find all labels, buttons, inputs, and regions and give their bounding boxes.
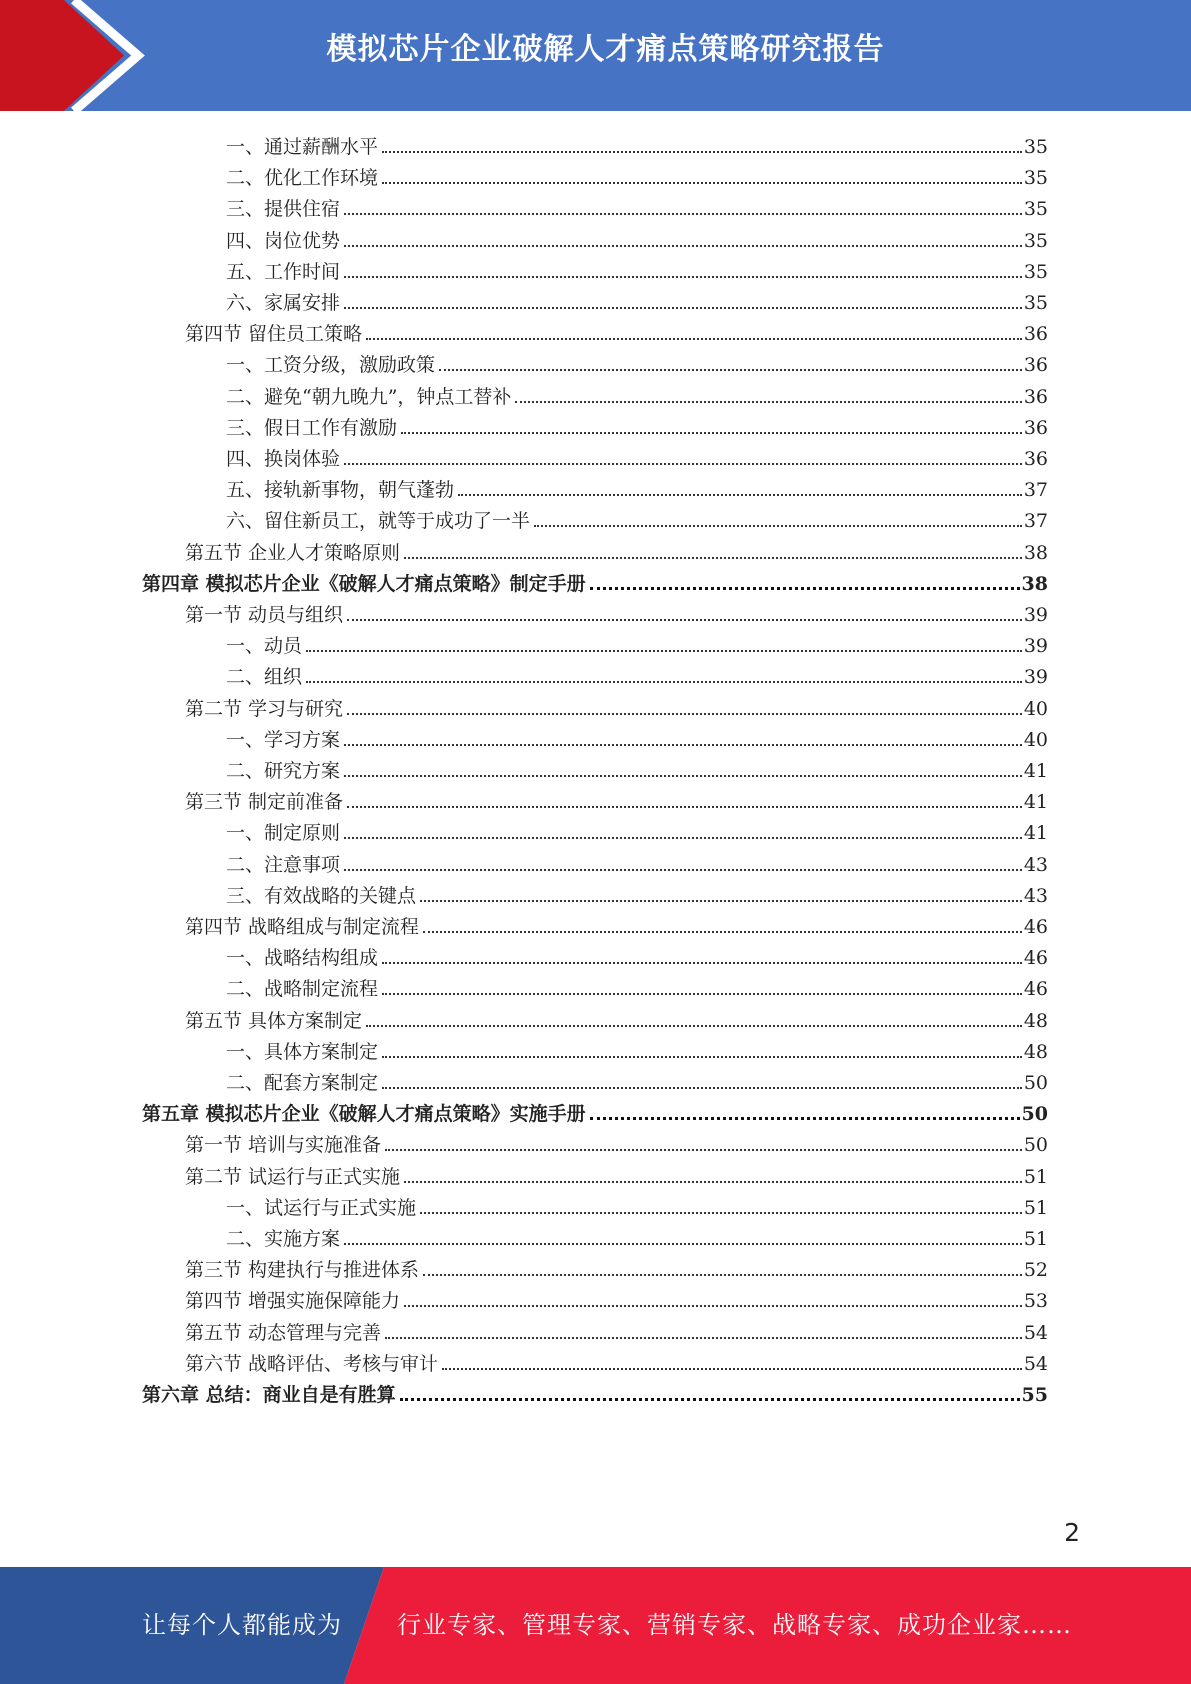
- toc-dot-leader: [344, 276, 1022, 278]
- toc-section-entry[interactable]: [185, 533, 1048, 564]
- toc-dot-leader: [344, 837, 1022, 839]
- toc-entry-label: 二、实施方案: [226, 1228, 341, 1250]
- toc-subsection-entry[interactable]: [226, 158, 1048, 189]
- toc-entry-label: 第四节 留住员工策略: [185, 323, 363, 346]
- toc-chapter-entry[interactable]: [142, 1094, 1048, 1125]
- toc-entry-page: 51: [1023, 1228, 1048, 1250]
- toc-dot-leader: [382, 962, 1022, 964]
- toc-entry-page: 37: [1023, 479, 1048, 502]
- toc-entry-label: 二、优化工作环境: [226, 167, 379, 190]
- toc-dot-leader: [404, 557, 1022, 559]
- toc-entry-label: 三、假日工作有激励: [226, 416, 398, 439]
- toc-entry-page: 51: [1023, 1196, 1048, 1219]
- toc-entry-page: 38: [1023, 541, 1048, 564]
- toc-entry-label: 第六节 战略评估、考核与审计: [185, 1352, 439, 1375]
- toc-entry-page: 39: [1023, 635, 1048, 658]
- toc-subsection-entry[interactable]: [226, 1219, 1048, 1250]
- toc-dot-leader: [366, 338, 1022, 340]
- toc-dot-leader: [344, 744, 1022, 746]
- toc-entry-label: 二、注意事项: [226, 853, 341, 876]
- toc-entry-page: 36: [1023, 448, 1048, 470]
- toc-dot-leader: [401, 432, 1022, 434]
- toc-entry-label: 第四节 战略组成与制定流程: [185, 916, 420, 938]
- toc-entry-label: 第四节 增强实施保障能力: [185, 1290, 401, 1313]
- toc-subsection-entry[interactable]: [226, 845, 1048, 876]
- toc-subsection-entry[interactable]: [226, 252, 1048, 283]
- toc-subsection-entry[interactable]: [226, 345, 1048, 376]
- toc-entry-page: 35: [1023, 229, 1048, 252]
- toc-dot-leader: [306, 650, 1022, 652]
- toc-dot-leader: [382, 993, 1022, 995]
- toc-section-entry[interactable]: [185, 689, 1048, 720]
- toc-entry-page: 35: [1023, 260, 1048, 283]
- toc-entry-label: 四、岗位优势: [226, 229, 341, 252]
- toc-entry-label: 三、提供住宿: [226, 198, 341, 221]
- toc-entry-page: 39: [1023, 604, 1048, 626]
- toc-entry-page: 50: [1023, 1134, 1048, 1157]
- toc-dot-leader: [458, 494, 1022, 496]
- toc-dot-leader: [385, 1149, 1022, 1151]
- toc-entry-page: 38: [1021, 572, 1048, 595]
- toc-entry-label: 第四章 模拟芯片企业《破解人才痛点策略》制定手册: [142, 572, 586, 595]
- toc-section-entry[interactable]: [185, 595, 1048, 626]
- toc-entry-page: 41: [1023, 760, 1048, 782]
- toc-entry-label: 第一节 动员与组织: [185, 604, 344, 626]
- toc-entry-page: 41: [1023, 791, 1048, 814]
- toc-section-entry[interactable]: [185, 1281, 1048, 1312]
- toc-entry-page: 35: [1023, 167, 1048, 190]
- toc-entry-page: 53: [1023, 1290, 1048, 1313]
- toc-subsection-entry[interactable]: [226, 189, 1048, 220]
- toc-entry-label: 第五节 企业人才策略原则: [185, 541, 401, 564]
- toc-entry-page: 35: [1023, 292, 1048, 314]
- toc-entry-label: 一、制定原则: [226, 822, 341, 845]
- toc-section-entry[interactable]: [185, 1313, 1048, 1344]
- toc-subsection-entry[interactable]: [226, 938, 1048, 969]
- toc-dot-leader: [344, 463, 1022, 465]
- toc-dot-leader: [382, 1056, 1022, 1058]
- toc-entry-page: 54: [1023, 1352, 1048, 1375]
- toc-dot-leader: [515, 401, 1021, 403]
- toc-entry-page: 41: [1023, 822, 1048, 845]
- toc-entry-page: 43: [1023, 853, 1048, 876]
- toc-entry-label: 一、通过薪酬水平: [226, 136, 379, 158]
- toc-subsection-entry[interactable]: [226, 221, 1048, 252]
- toc-subsection-entry[interactable]: [226, 439, 1048, 470]
- toc-dot-leader: [439, 369, 1022, 371]
- toc-entry-label: 二、研究方案: [226, 760, 341, 782]
- toc-dot-leader: [347, 713, 1022, 715]
- toc-entry-label: 二、组织: [226, 666, 303, 689]
- toc-chapter-entry[interactable]: [142, 564, 1048, 595]
- toc-entry-label: 第五章 模拟芯片企业《破解人才痛点策略》实施手册: [142, 1103, 586, 1126]
- toc-entry-label: 一、动员: [226, 635, 303, 658]
- toc-entry-page: 46: [1023, 916, 1048, 938]
- toc-entry-page: 35: [1023, 136, 1048, 158]
- toc-entry-page: 40: [1023, 728, 1048, 751]
- toc-entry-label: 六、留住新员工，就等于成功了一半: [226, 510, 531, 533]
- toc-subsection-entry[interactable]: [226, 470, 1048, 501]
- page-header: [0, 0, 1191, 111]
- footer-slogan-right: 行业专家、管理专家、营销专家、战略专家、成功企业家……: [397, 1611, 1072, 1639]
- toc-dot-leader: [347, 619, 1022, 621]
- toc-dot-leader: [590, 587, 1020, 590]
- toc-entry-label: 第六章 总结：商业自是有胜算: [142, 1384, 396, 1406]
- toc-entry-page: 50: [1021, 1103, 1048, 1126]
- toc-entry-label: 第二节 试运行与正式实施: [185, 1165, 401, 1188]
- toc-entry-label: 第二节 学习与研究: [185, 697, 344, 720]
- toc-section-entry[interactable]: [185, 1125, 1048, 1156]
- toc-entry-label: 第三节 制定前准备: [185, 791, 344, 814]
- toc-entry-label: 第一节 培训与实施准备: [185, 1134, 382, 1157]
- toc-subsection-entry[interactable]: [226, 283, 1048, 314]
- toc-section-entry[interactable]: [185, 314, 1048, 345]
- toc-dot-leader: [344, 307, 1022, 309]
- document-title: 模拟芯片企业破解人才痛点策略研究报告: [326, 32, 885, 67]
- toc-dot-leader: [382, 1087, 1022, 1089]
- toc-dot-leader: [306, 681, 1022, 683]
- toc-section-entry[interactable]: [185, 782, 1048, 813]
- toc-entry-page: 40: [1023, 697, 1048, 720]
- toc-entry-page: 46: [1023, 978, 1048, 1001]
- toc-dot-leader: [344, 1243, 1022, 1245]
- toc-section-entry[interactable]: [185, 1250, 1048, 1281]
- toc-subsection-entry[interactable]: [226, 1188, 1048, 1219]
- toc-dot-leader: [423, 931, 1022, 933]
- toc-chapter-entry[interactable]: [142, 1375, 1048, 1406]
- toc-dot-leader: [404, 1181, 1022, 1183]
- toc-section-entry[interactable]: [185, 1344, 1048, 1375]
- toc-subsection-entry[interactable]: [226, 657, 1048, 688]
- toc-subsection-entry[interactable]: [226, 813, 1048, 844]
- toc-subsection-entry[interactable]: [226, 720, 1048, 751]
- toc-dot-leader: [382, 182, 1022, 184]
- toc-section-entry[interactable]: [185, 1001, 1048, 1032]
- toc-entry-page: 48: [1023, 1040, 1048, 1063]
- toc-dot-leader: [404, 1305, 1022, 1307]
- toc-entry-page: 52: [1023, 1259, 1048, 1282]
- toc-dot-leader: [344, 869, 1022, 871]
- page-footer: [0, 1567, 1191, 1684]
- toc-entry-label: 第五节 具体方案制定: [185, 1009, 363, 1032]
- toc-entry-page: 54: [1023, 1321, 1048, 1344]
- toc-entry-page: 46: [1023, 947, 1048, 970]
- toc-entry-page: 36: [1023, 385, 1048, 408]
- toc-subsection-entry[interactable]: [226, 626, 1048, 657]
- toc-section-entry[interactable]: [185, 907, 1048, 938]
- toc-entry-label: 一、工资分级，激励政策: [226, 354, 436, 377]
- toc-entry-label: 四、换岗体验: [226, 448, 341, 470]
- toc-dot-leader: [347, 806, 1022, 808]
- toc-entry-page: 51: [1023, 1165, 1048, 1188]
- toc-entry-label: 五、接轨新事物，朝气蓬勃: [226, 479, 455, 502]
- toc-entry-label: 五、工作时间: [226, 260, 341, 283]
- toc-entry-page: 43: [1023, 884, 1048, 907]
- toc-section-entry[interactable]: [185, 1157, 1048, 1188]
- toc-subsection-entry[interactable]: [226, 408, 1048, 439]
- toc-dot-leader: [420, 900, 1022, 902]
- toc-entry-page: 36: [1023, 354, 1048, 377]
- toc-entry-page: 50: [1023, 1072, 1048, 1094]
- toc-dot-leader: [385, 1337, 1022, 1339]
- toc-dot-leader: [423, 1274, 1022, 1276]
- toc-entry-page: 48: [1023, 1009, 1048, 1032]
- toc-entry-label: 第三节 构建执行与推进体系: [185, 1259, 420, 1282]
- toc-entry-page: 39: [1023, 666, 1048, 689]
- toc-dot-leader: [382, 151, 1022, 153]
- footer-slogan-left: 让每个人都能成为: [142, 1611, 342, 1639]
- toc-subsection-entry[interactable]: [226, 1032, 1048, 1063]
- toc-entry-label: 六、家属安排: [226, 292, 341, 314]
- toc-subsection-entry[interactable]: [226, 377, 1048, 408]
- toc-subsection-entry[interactable]: [226, 501, 1048, 532]
- toc-entry-label: 二、配套方案制定: [226, 1072, 379, 1094]
- toc-dot-leader: [344, 213, 1022, 215]
- toc-subsection-entry[interactable]: [226, 969, 1048, 1000]
- toc-entry-label: 第五节 动态管理与完善: [185, 1321, 382, 1344]
- toc-subsection-entry[interactable]: [226, 127, 1048, 158]
- toc-subsection-entry[interactable]: [226, 751, 1048, 782]
- toc-entry-label: 一、试运行与正式实施: [226, 1196, 417, 1219]
- toc-entry-label: 一、学习方案: [226, 728, 341, 751]
- toc-dot-leader: [420, 1212, 1022, 1214]
- toc-dot-leader: [344, 775, 1022, 777]
- toc-subsection-entry[interactable]: [226, 876, 1048, 907]
- toc-entry-page: 55: [1021, 1384, 1048, 1406]
- toc-subsection-entry[interactable]: [226, 1063, 1048, 1094]
- toc-entry-page: 36: [1023, 416, 1048, 439]
- toc-dot-leader: [366, 1025, 1022, 1027]
- toc-entry-label: 二、避免“朝九晚九”，钟点工替补: [226, 385, 512, 408]
- toc-dot-leader: [590, 1117, 1020, 1120]
- toc-dot-leader: [534, 525, 1022, 527]
- toc-entry-page: 36: [1023, 323, 1048, 346]
- page-number: 2: [1064, 1518, 1080, 1547]
- toc-entry-page: 35: [1023, 198, 1048, 221]
- toc-dot-leader: [344, 245, 1022, 247]
- toc-entry-label: 三、有效战略的关键点: [226, 884, 417, 907]
- toc-dot-leader: [442, 1368, 1022, 1370]
- toc-entry-label: 一、战略结构组成: [226, 947, 379, 970]
- toc-dot-leader: [400, 1398, 1020, 1401]
- toc-entry-label: 一、具体方案制定: [226, 1040, 379, 1063]
- toc-entry-label: 二、战略制定流程: [226, 978, 379, 1001]
- toc-entry-page: 37: [1023, 510, 1048, 533]
